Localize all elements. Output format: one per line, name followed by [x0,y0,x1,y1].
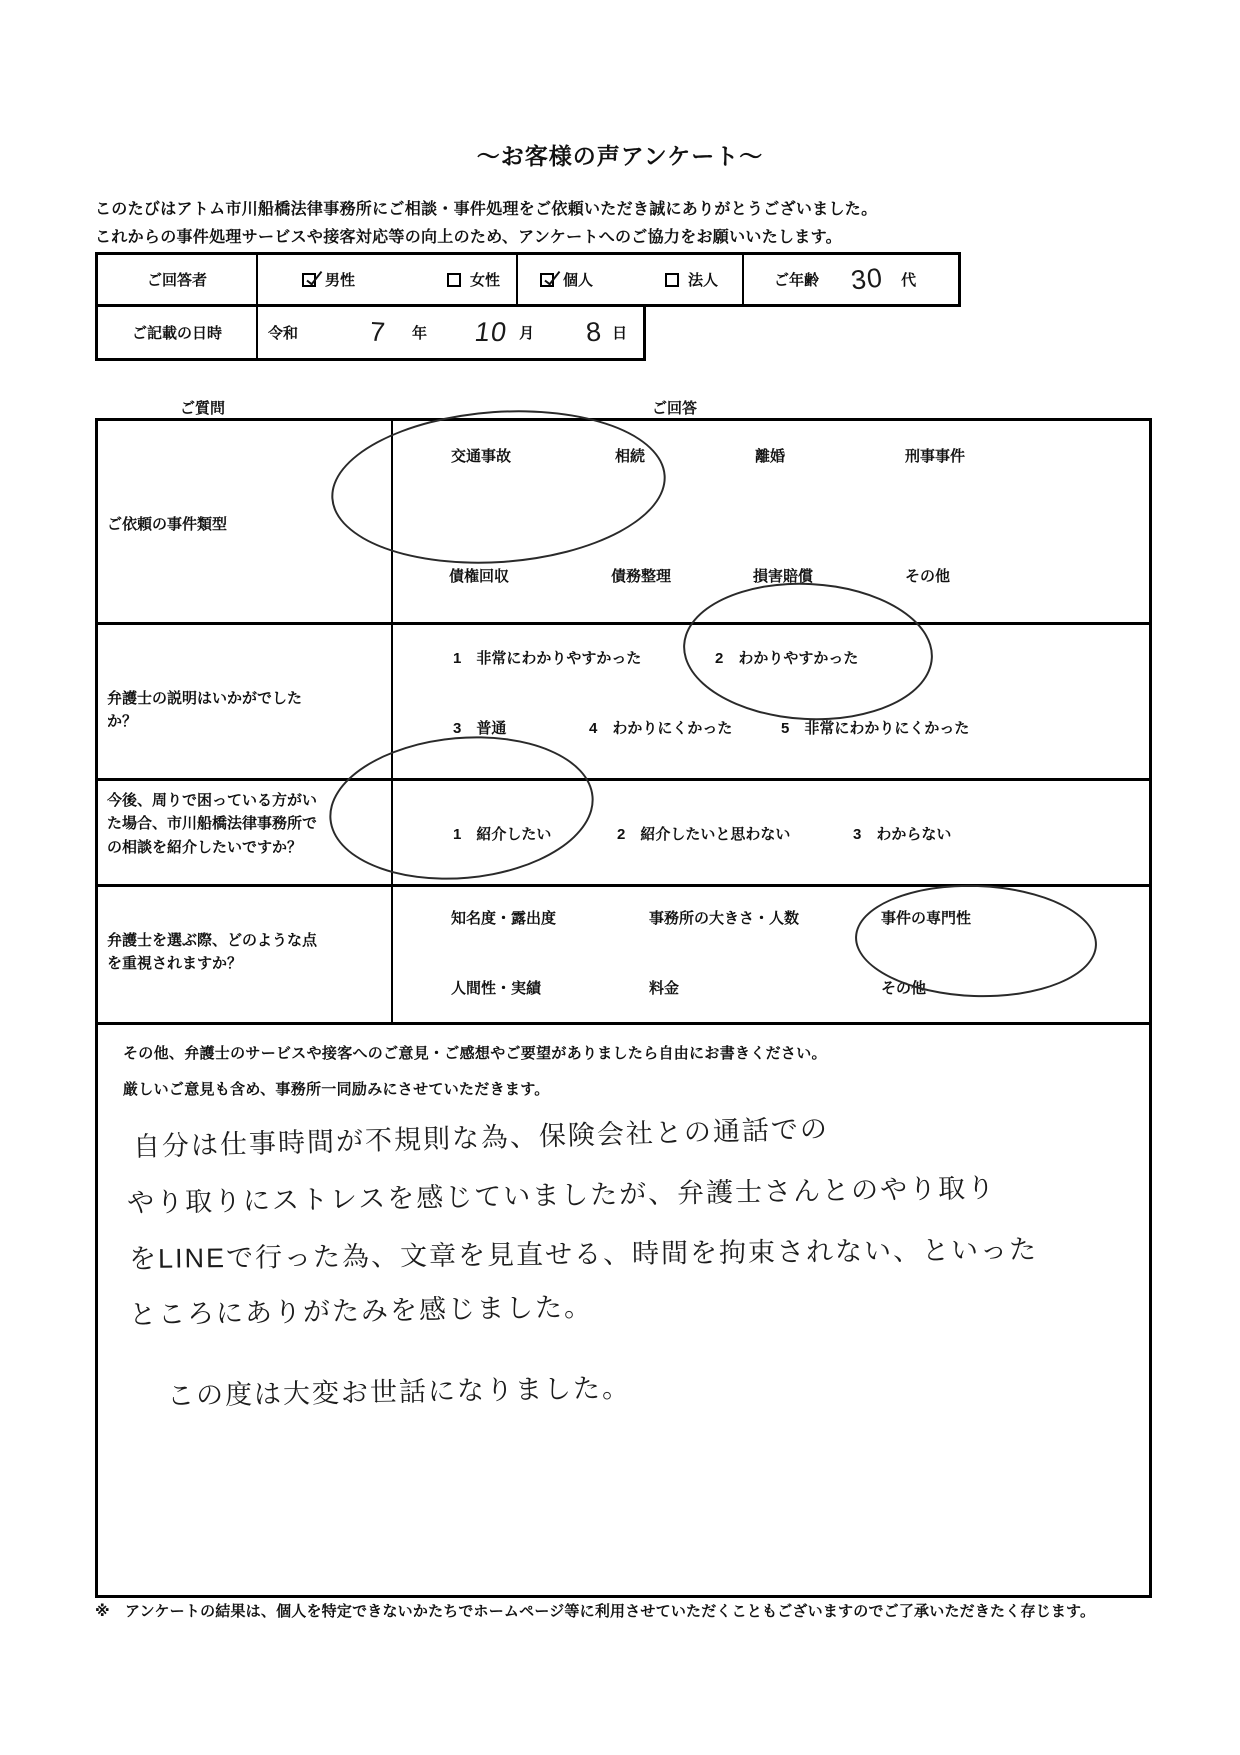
option-very-unclear: 5 非常にわかりにくかった [781,720,970,737]
option-very-clear: 1 非常にわかりやすかった [453,650,642,667]
answer-cell [393,421,1149,622]
question-label: 弁護士を選ぶ際、どのような点を重視されますか？ [107,932,318,973]
option-debt-consolidation: 債務整理 [611,568,672,585]
handwritten-month: 10 [473,317,510,347]
option-traffic-accident: 交通事故 [451,448,512,465]
option-case-specialty: 事件の専門性 [881,910,972,927]
option-do-not-want-to-refer: 2 紹介したいと思わない [617,826,791,843]
intro-paragraph [95,196,877,251]
date-row [95,307,646,361]
handwritten-comment-line: 自分は仕事時間が不規則な為、保険会社との通話での [132,1113,830,1162]
answer-cell [393,781,1149,884]
option-average: 3 普通 [453,720,507,737]
page-title: ～お客様の声アンケート～ [476,143,764,169]
handwritten-comment-line: この度は大変お世話になりました。 [166,1372,632,1411]
year-unit: 年 [412,325,428,342]
option-other-criteria: その他 [881,980,927,997]
day-unit: 日 [612,325,628,342]
answer-cell [393,625,1149,778]
qa-row-explanation [98,625,1149,781]
option-fees: 料金 [649,980,680,997]
gender-cell [258,255,518,304]
checkmark-icon [544,267,560,285]
option-other-case: その他 [905,568,951,585]
question-label: 弁護士の説明はいかがでしたか？ [107,690,303,731]
option-want-to-refer: 1 紹介したい [453,826,552,843]
question-label: 今後、周りで困っている方がいた場合、市川船橋法律事務所での相談を紹介したいですか？ [107,792,318,856]
date-row-label: ご記載の日時 [98,307,258,358]
qa-table [95,418,1152,1598]
handwritten-comment-line: やり取りにストレスを感じていましたが、弁護士さんとのやり取り [126,1172,997,1218]
handwritten-comment-line: ところにありがたみを感じました。 [128,1291,594,1330]
option-divorce: 離婚 [755,448,786,465]
option-personality-results: 人間性・実績 [451,980,542,997]
corporate-checkbox [665,273,679,287]
respondent-row [95,252,961,307]
era-label: 令和 [268,325,299,342]
comment-prompt-1: その他、弁護士のサービスや接客へのご意見・ご感想やご要望がありましたら自由にお書きください。 [123,1045,827,1062]
question-cell [98,625,393,778]
age-cell [744,255,958,304]
qa-row-referral [98,781,1149,887]
male-checkbox [302,273,316,287]
date-cell [258,307,643,358]
handwritten-comment-line: をLINEで行った為、文章を見直せる、時間を拘束されない、といった [128,1234,1039,1274]
female-checkbox [447,273,461,287]
answer-column-header: ご回答 [652,400,698,417]
option-inheritance: 相続 [615,448,646,465]
option-not-sure: 3 わからない [853,826,952,843]
option-clear: 2 わかりやすかった [715,650,859,667]
month-unit: 月 [519,325,535,342]
corporate-label: 法人 [688,272,719,289]
question-cell [98,781,393,884]
intro-line-1: このたびはアトム市川船橋法律事務所にご相談・事件処理をご依頼いただき誠にありがとうございました。 [95,201,878,218]
question-column-header: ご質問 [180,400,226,417]
question-cell [98,887,393,1022]
entity-type-cell [518,255,744,304]
option-debt-collection: 債権回収 [449,568,510,585]
age-label: ご年齢 [774,272,820,289]
option-unclear: 4 わかりにくかった [589,720,733,737]
question-label: ご依頼の事件類型 [107,516,228,533]
option-criminal-case: 刑事事件 [905,448,966,465]
option-fame-exposure: 知名度・露出度 [451,910,557,927]
comment-prompt-2: 厳しいご意見も含め、事務所一同励みにさせていただきます。 [123,1081,550,1098]
qa-row-criteria [98,887,1149,1025]
individual-label: 個人 [563,272,594,289]
handwritten-day: 8 [584,316,604,348]
free-comment-section [98,1025,1149,1595]
individual-checkbox [540,273,554,287]
handwritten-year: 7 [369,316,388,348]
female-label: 女性 [470,272,501,289]
age-unit: 代 [901,272,917,289]
answer-cell [393,887,1149,1022]
option-office-size: 事務所の大きさ・人数 [649,910,800,927]
qa-row-case-type [98,421,1149,625]
intro-line-2: これからの事件処理サービスや接客対応等の向上のため、アンケートへのご協力をお願いいたします。 [95,228,842,246]
handwritten-age-value: 30 [849,262,885,296]
checkmark-icon [306,267,322,285]
respondent-row-label: ご回答者 [98,255,258,304]
handwritten-comment [123,1113,1129,1413]
option-damages: 損害賠償 [753,568,814,585]
question-cell [98,421,393,622]
footer-note: ※ アンケートの結果は、個人を特定できないかたちでホームページ等に利用させていただくこともございますのでご了承いただきたく存じます。 [95,1603,1096,1620]
respondent-table [95,252,961,361]
male-label: 男性 [325,272,356,289]
